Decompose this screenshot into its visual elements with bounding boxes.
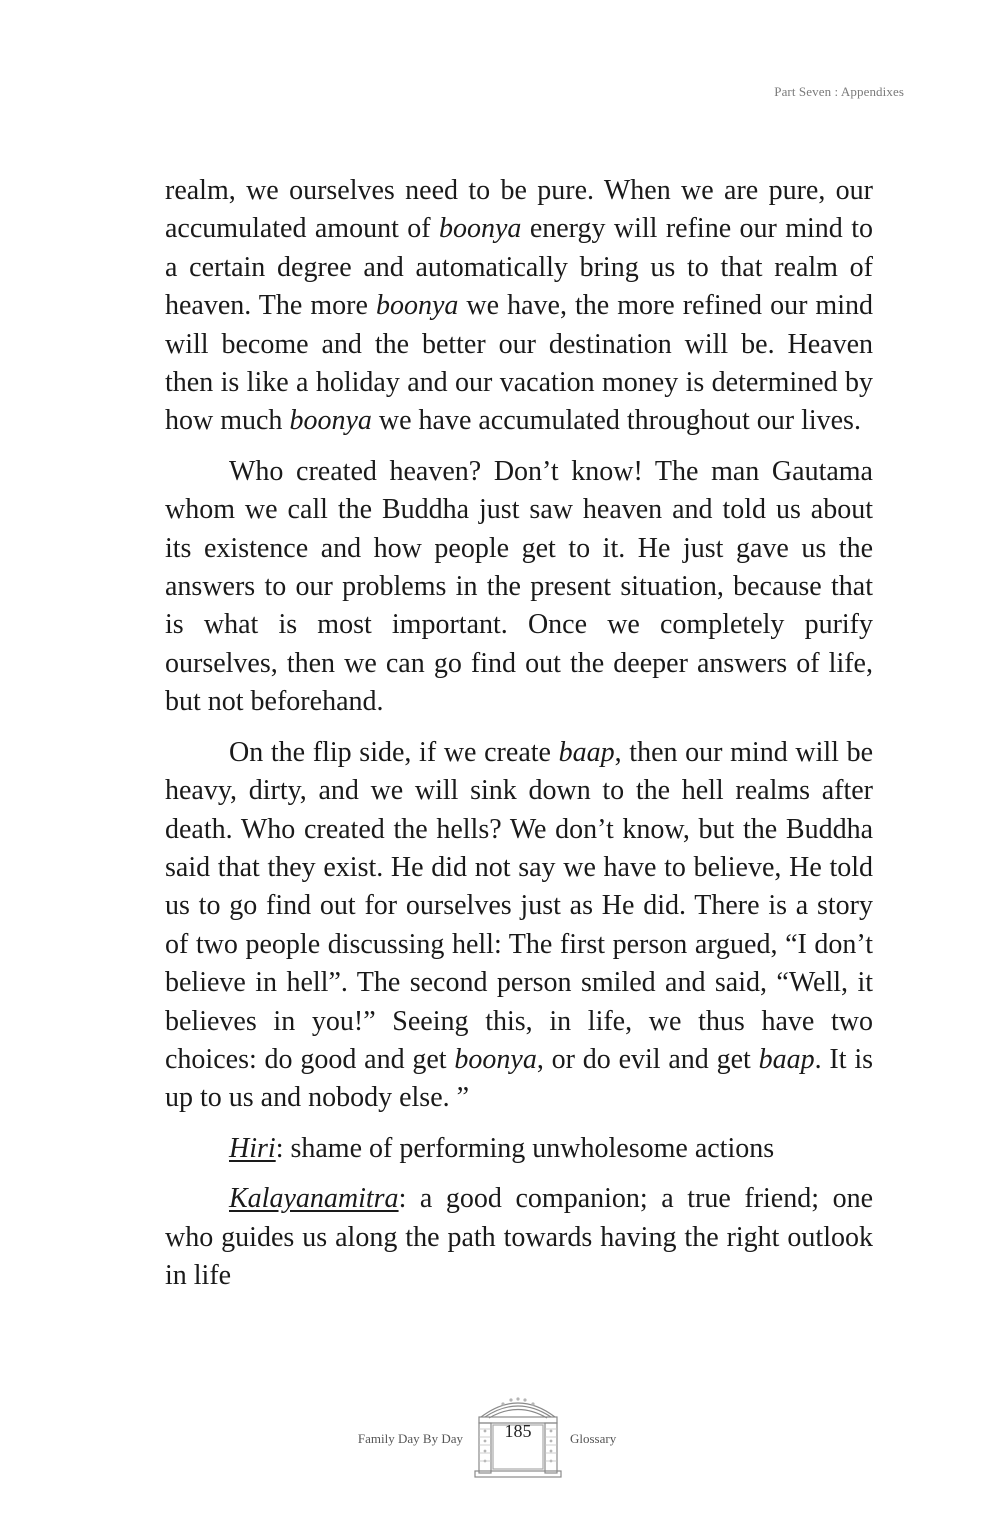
glossary-term: Kalayanamitra	[229, 1183, 399, 1215]
term-boonya: boonya	[438, 213, 522, 245]
footer-section: Glossary	[570, 1431, 617, 1446]
glossary-entry-hiri	[165, 1130, 873, 1168]
paragraph-realm	[165, 172, 873, 441]
glossary-entry-kalayanamitra	[165, 1180, 873, 1295]
glossary-term: Hiri	[229, 1132, 276, 1164]
term-boonya: boonya	[454, 1043, 537, 1075]
paragraph-who-created-heaven: Who created heaven? Don’t know! The man Gautama whom we call the Buddha just saw heaven and told us about its existence and how people get to it. He just gave us the answers to our problems in the present situation, because that is what is most important. Once we completely purify ourselves, then we can go find out the deeper answers of life, but not beforehand.	[165, 455, 873, 718]
page-body	[165, 172, 873, 1307]
term-boonya: boonya	[375, 290, 459, 322]
term-boonya: boonya	[289, 405, 372, 437]
term-baap: baap	[758, 1043, 815, 1075]
glossary-definition: : a good companion; a true friend; one who guides us along the path towards having the right outlook in life	[165, 1183, 873, 1291]
text-run: , then our mind will be heavy, dirty, and we will sink down to the hell realms after death. Who created the hells? We don’t know, but the Buddha said that they exist. He did not say we have to believe, He told us to go find out for ourselves just as He did. There is a story of two people discussing hell: The first person argued, “I don’t believe in hell”. The second person smiled and said, “Well, it believes in you!” Seeing this, in life, we thus have two choices: do good and get	[165, 736, 874, 1075]
text-run: realm, we ourselves need to be pure. When we are pure, our accumulated amount of	[165, 175, 873, 245]
page-number: 185	[504, 1421, 532, 1441]
footer-book-title: Family Day By Day	[357, 1431, 463, 1446]
text-run: we have, the more refined our mind will become and the better our destination will be. Heaven then is like a holiday and our vacation money is determined by how much	[165, 290, 873, 437]
glossary-definition: : shame of performing unwholesome actions	[275, 1132, 775, 1164]
text-run: we have accumulated throughout our lives.	[371, 405, 861, 437]
text-run: , or do evil and get	[536, 1043, 759, 1075]
page-footer	[0, 1385, 1000, 1505]
term-baap: baap	[558, 736, 615, 768]
text-run: On the flip side, if we create	[229, 736, 559, 768]
paragraph-flip-side	[165, 734, 873, 1118]
text-run: energy will refine our mind to a certain degree and automatically bring us to that realm of heaven. The more	[165, 213, 873, 322]
running-header: Part Seven : Appendixes	[774, 84, 904, 99]
text-run: . It is up to us and nobody else. ”	[165, 1043, 874, 1114]
